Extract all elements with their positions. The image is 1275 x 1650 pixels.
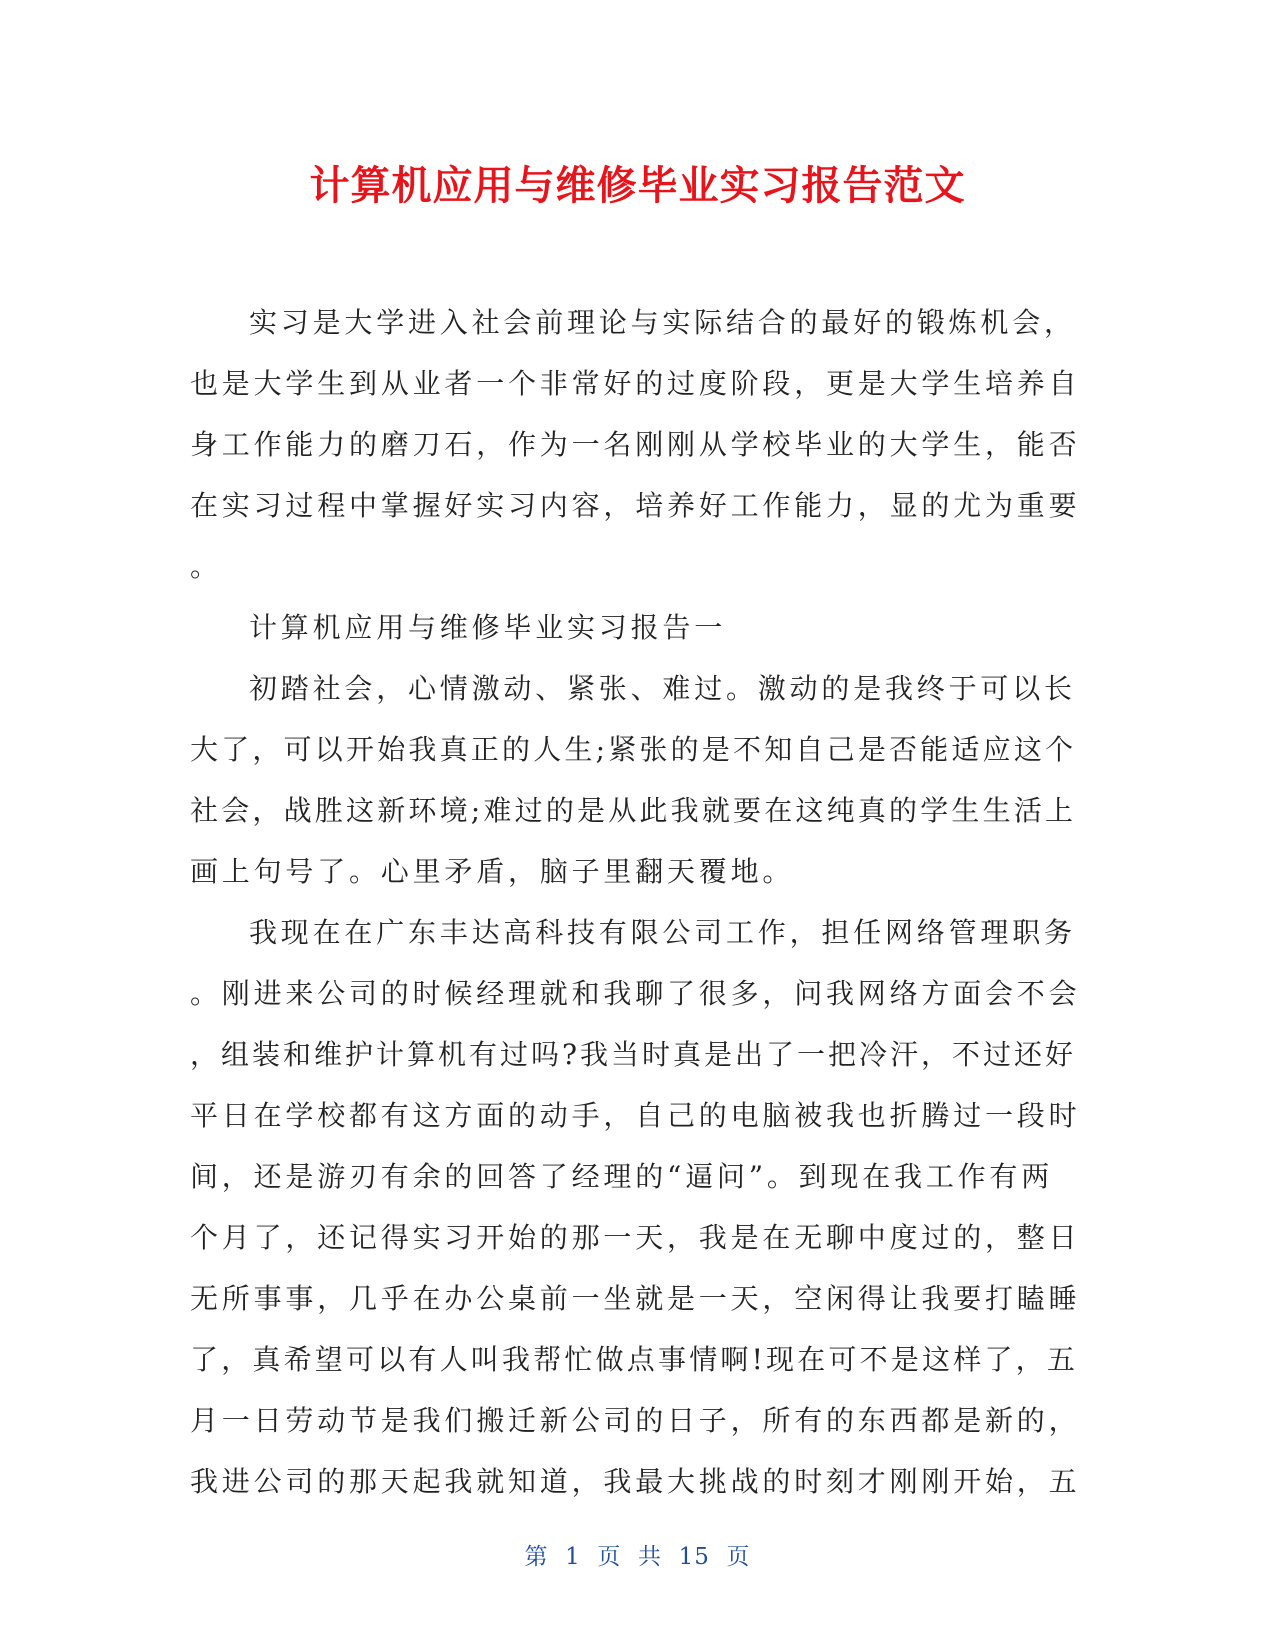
paragraph-line: 初踏社会，心情激动、紧张、难过。激动的是我终于可以长	[249, 672, 1076, 705]
paragraph-line: 间，还是游刃有余的回答了经理的“逼问”。到现在我工作有两	[190, 1160, 1054, 1193]
paragraph-line: 月一日劳动节是我们搬迁新公司的日子，所有的东西都是新的，	[190, 1404, 1081, 1437]
paragraph-line: 个月了，还记得实习开始的那一天，我是在无聊中度过的，整日	[190, 1221, 1081, 1254]
paragraph-line: ，组装和维护计算机有过吗?我当时真是出了一把冷汗，不过还好	[190, 1038, 1077, 1071]
paragraph-line: 画上句号了。心里矛盾，脑子里翻天覆地。	[190, 855, 795, 888]
paragraph-line: 无所事事，几乎在办公桌前一坐就是一天，空闲得让我要打瞌睡	[190, 1282, 1081, 1315]
paragraph-line: 。刚进来公司的时候经理就和我聊了很多，问我网络方面会不会	[190, 977, 1081, 1010]
paragraph-line: 我进公司的那天起我就知道，我最大挑战的时刻才刚刚开始，五	[190, 1465, 1081, 1498]
paragraph-line: 了，真希望可以有人叫我帮忙做点事情啊!现在可不是这样了，五	[190, 1343, 1079, 1376]
paragraph-line: 身工作能力的磨刀石，作为一名刚刚从学校毕业的大学生，能否	[190, 428, 1081, 461]
paragraph-line: 大了，可以开始我真正的人生;紧张的是不知自己是否能适应这个	[190, 733, 1077, 766]
paragraph-line: 平日在学校都有这方面的动手，自己的电脑被我也折腾过一段时	[190, 1099, 1081, 1132]
paragraph-line: 。	[190, 550, 222, 583]
section-heading: 计算机应用与维修毕业实习报告一	[249, 611, 727, 644]
paragraph-line: 实习是大学进入社会前理论与实际结合的最好的锻炼机会，	[249, 306, 1076, 339]
page-footer: 第 1 页 共 15 页	[524, 1544, 751, 1570]
document-title: 计算机应用与维修毕业实习报告范文	[309, 163, 966, 209]
paragraph-line: 社会，战胜这新环境;难过的是从此我就要在这纯真的学生生活上	[190, 794, 1077, 827]
paragraph-line: 在实习过程中掌握好实习内容，培养好工作能力，显的尤为重要	[190, 489, 1081, 522]
paragraph-line: 我现在在广东丰达高科技有限公司工作，担任网络管理职务	[249, 916, 1076, 949]
paragraph-line: 也是大学生到从业者一个非常好的过度阶段，更是大学生培养自	[190, 367, 1081, 400]
document-body	[190, 292, 1080, 1512]
